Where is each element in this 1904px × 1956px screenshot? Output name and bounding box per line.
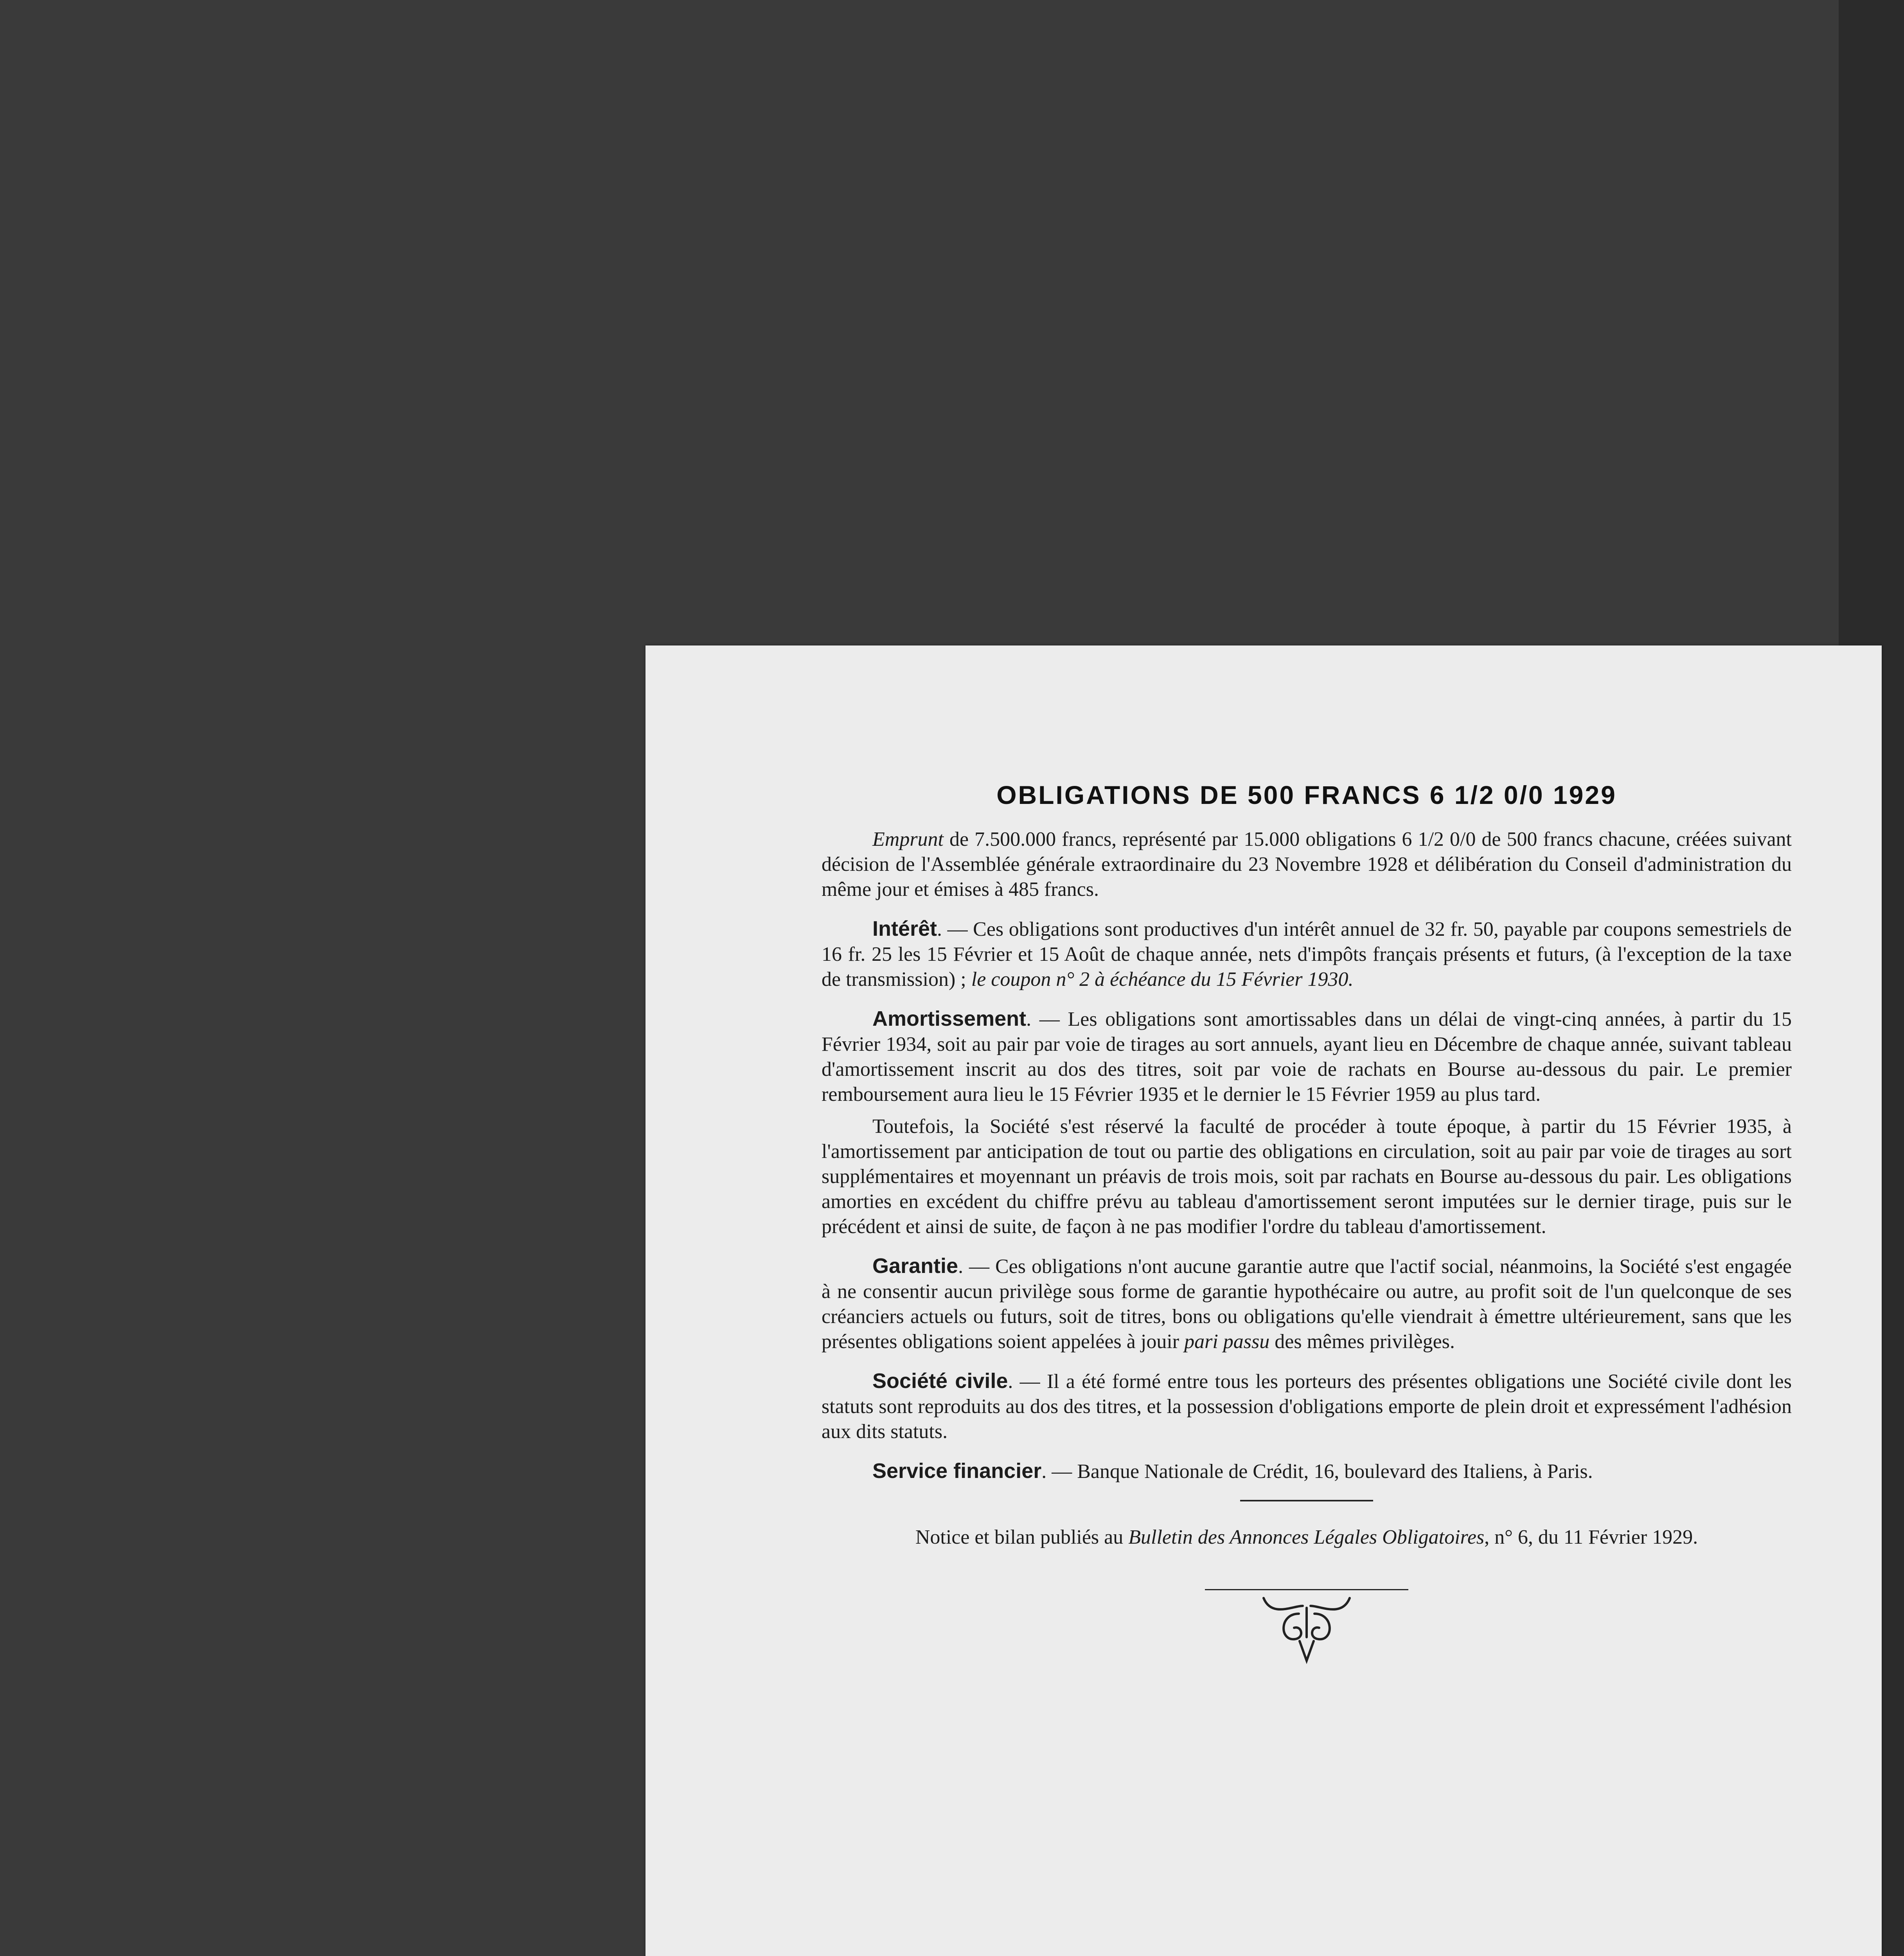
document-page bbox=[645, 645, 1882, 1956]
document-content bbox=[822, 782, 1792, 1665]
paragraph-amortissement bbox=[822, 1006, 1792, 1107]
paragraph-emprunt bbox=[822, 827, 1792, 902]
fleuron-icon bbox=[1256, 1590, 1357, 1665]
paragraph-service-financier bbox=[822, 1458, 1792, 1484]
garantie-pari-passu: pari passu bbox=[1184, 1330, 1270, 1353]
ornament-fleuron bbox=[1205, 1589, 1408, 1665]
interet-lead: Intérêt bbox=[872, 917, 937, 940]
page-title: OBLIGATIONS DE 500 FRANCS 6 1/2 0/0 1929 bbox=[996, 780, 1617, 809]
emprunt-lead: Emprunt bbox=[872, 828, 944, 850]
paragraph-toutefois: Toutefois, la Société s'est réservé la faculté de procéder à toute époque, à partir du 15 Février 1935, à l'amortissement par anticipation de tout ou partie des obligations en circulation, soit au pair par voie de tirages au sort supplémentaires et moyennant un préavis de trois mois, soit par rachats en Bourse au-dessous du pair. Les obligations amorties en excédent du chiffre prévu au tableau d'amortissement seront imputées sur le dernier tirage, puis sur le précédent et ainsi de suite, de façon à ne pas modifier l'ordre du tableau d'amortissement. bbox=[822, 1115, 1792, 1238]
interet-body: . — Ces obligations sont productives d'un intérêt annuel de 32 fr. 50, payable par coupons semestriels de 16 fr. 25 les 15 Février et 15 Août de chaque année, nets d'impôts français présents et futurs, (à l'exception de la taxe de transmission) ; bbox=[822, 918, 1792, 991]
service-financier-lead: Service financier bbox=[872, 1459, 1042, 1483]
service-financier-body: . — Banque Nationale de Crédit, 16, boulevard des Italiens, à Paris. bbox=[1041, 1460, 1593, 1483]
paragraph-interet bbox=[822, 916, 1792, 992]
paragraph-garantie bbox=[822, 1253, 1792, 1354]
interet-coupon: le coupon n° 2 à échéance du 15 Février 1930. bbox=[971, 968, 1354, 991]
garantie-body: . — Ces obligations n'ont aucune garantie autre que l'actif social, néanmoins, la Société s'est engagée à ne consentir aucun privilège sous forme de garantie hypothécaire ou autre, au profit soit de l'un quelconque de ses créanciers actuels ou futurs, soit de titres, bons ou obligations qu'elle viendrait à émettre ultérieurement, sans que les présentes obligations soient appelées à jouir bbox=[822, 1255, 1792, 1353]
section-divider bbox=[1240, 1500, 1373, 1501]
garantie-lead: Garantie bbox=[872, 1254, 958, 1278]
paragraph-societe-civile bbox=[822, 1368, 1792, 1444]
notice-bulletin: Bulletin des Annonces Légales Obligatoires bbox=[1128, 1526, 1485, 1548]
amortissement-lead: Amortissement bbox=[872, 1007, 1027, 1030]
societe-civile-lead: Société civile bbox=[872, 1369, 1008, 1393]
publication-notice bbox=[822, 1525, 1792, 1550]
amortissement-body: . — Les obligations sont amortissables dans un délai de vingt-cinq années, à partir du 15 Février 1934, soit au pair par voie de tirages au sort annuels, ayant lieu en Décembre de chaque année, suivant tableau d'amortissement inscrit au dos des titres, soit par voie de rachats en Bourse au-dessous du pair. Le premier remboursement aura lieu le 15 Février 1935 et le dernier le 15 Février 1959 au plus tard. bbox=[822, 1008, 1792, 1106]
garantie-tail: des mêmes privilèges. bbox=[1269, 1330, 1455, 1353]
notice-before: Notice et bilan publiés au bbox=[915, 1526, 1129, 1548]
societe-civile-body: . — Il a été formé entre tous les porteurs des présentes obligations une Société civile dont les statuts sont reproduits au dos des titres, et la possession d'obligations emporte de plein droit et expressément l'adhésion aux dits statuts. bbox=[822, 1370, 1792, 1443]
emprunt-body: de 7.500.000 francs, représenté par 15.000 obligations 6 1/2 0/0 de 500 francs chacune, créées suivant décision de l'Assemblée générale extraordinaire du 23 Novembre 1928 et délibération du Conseil d'administration du même jour et émises à 485 francs. bbox=[822, 828, 1792, 901]
notice-after: , n° 6, du 11 Février 1929. bbox=[1484, 1526, 1698, 1548]
